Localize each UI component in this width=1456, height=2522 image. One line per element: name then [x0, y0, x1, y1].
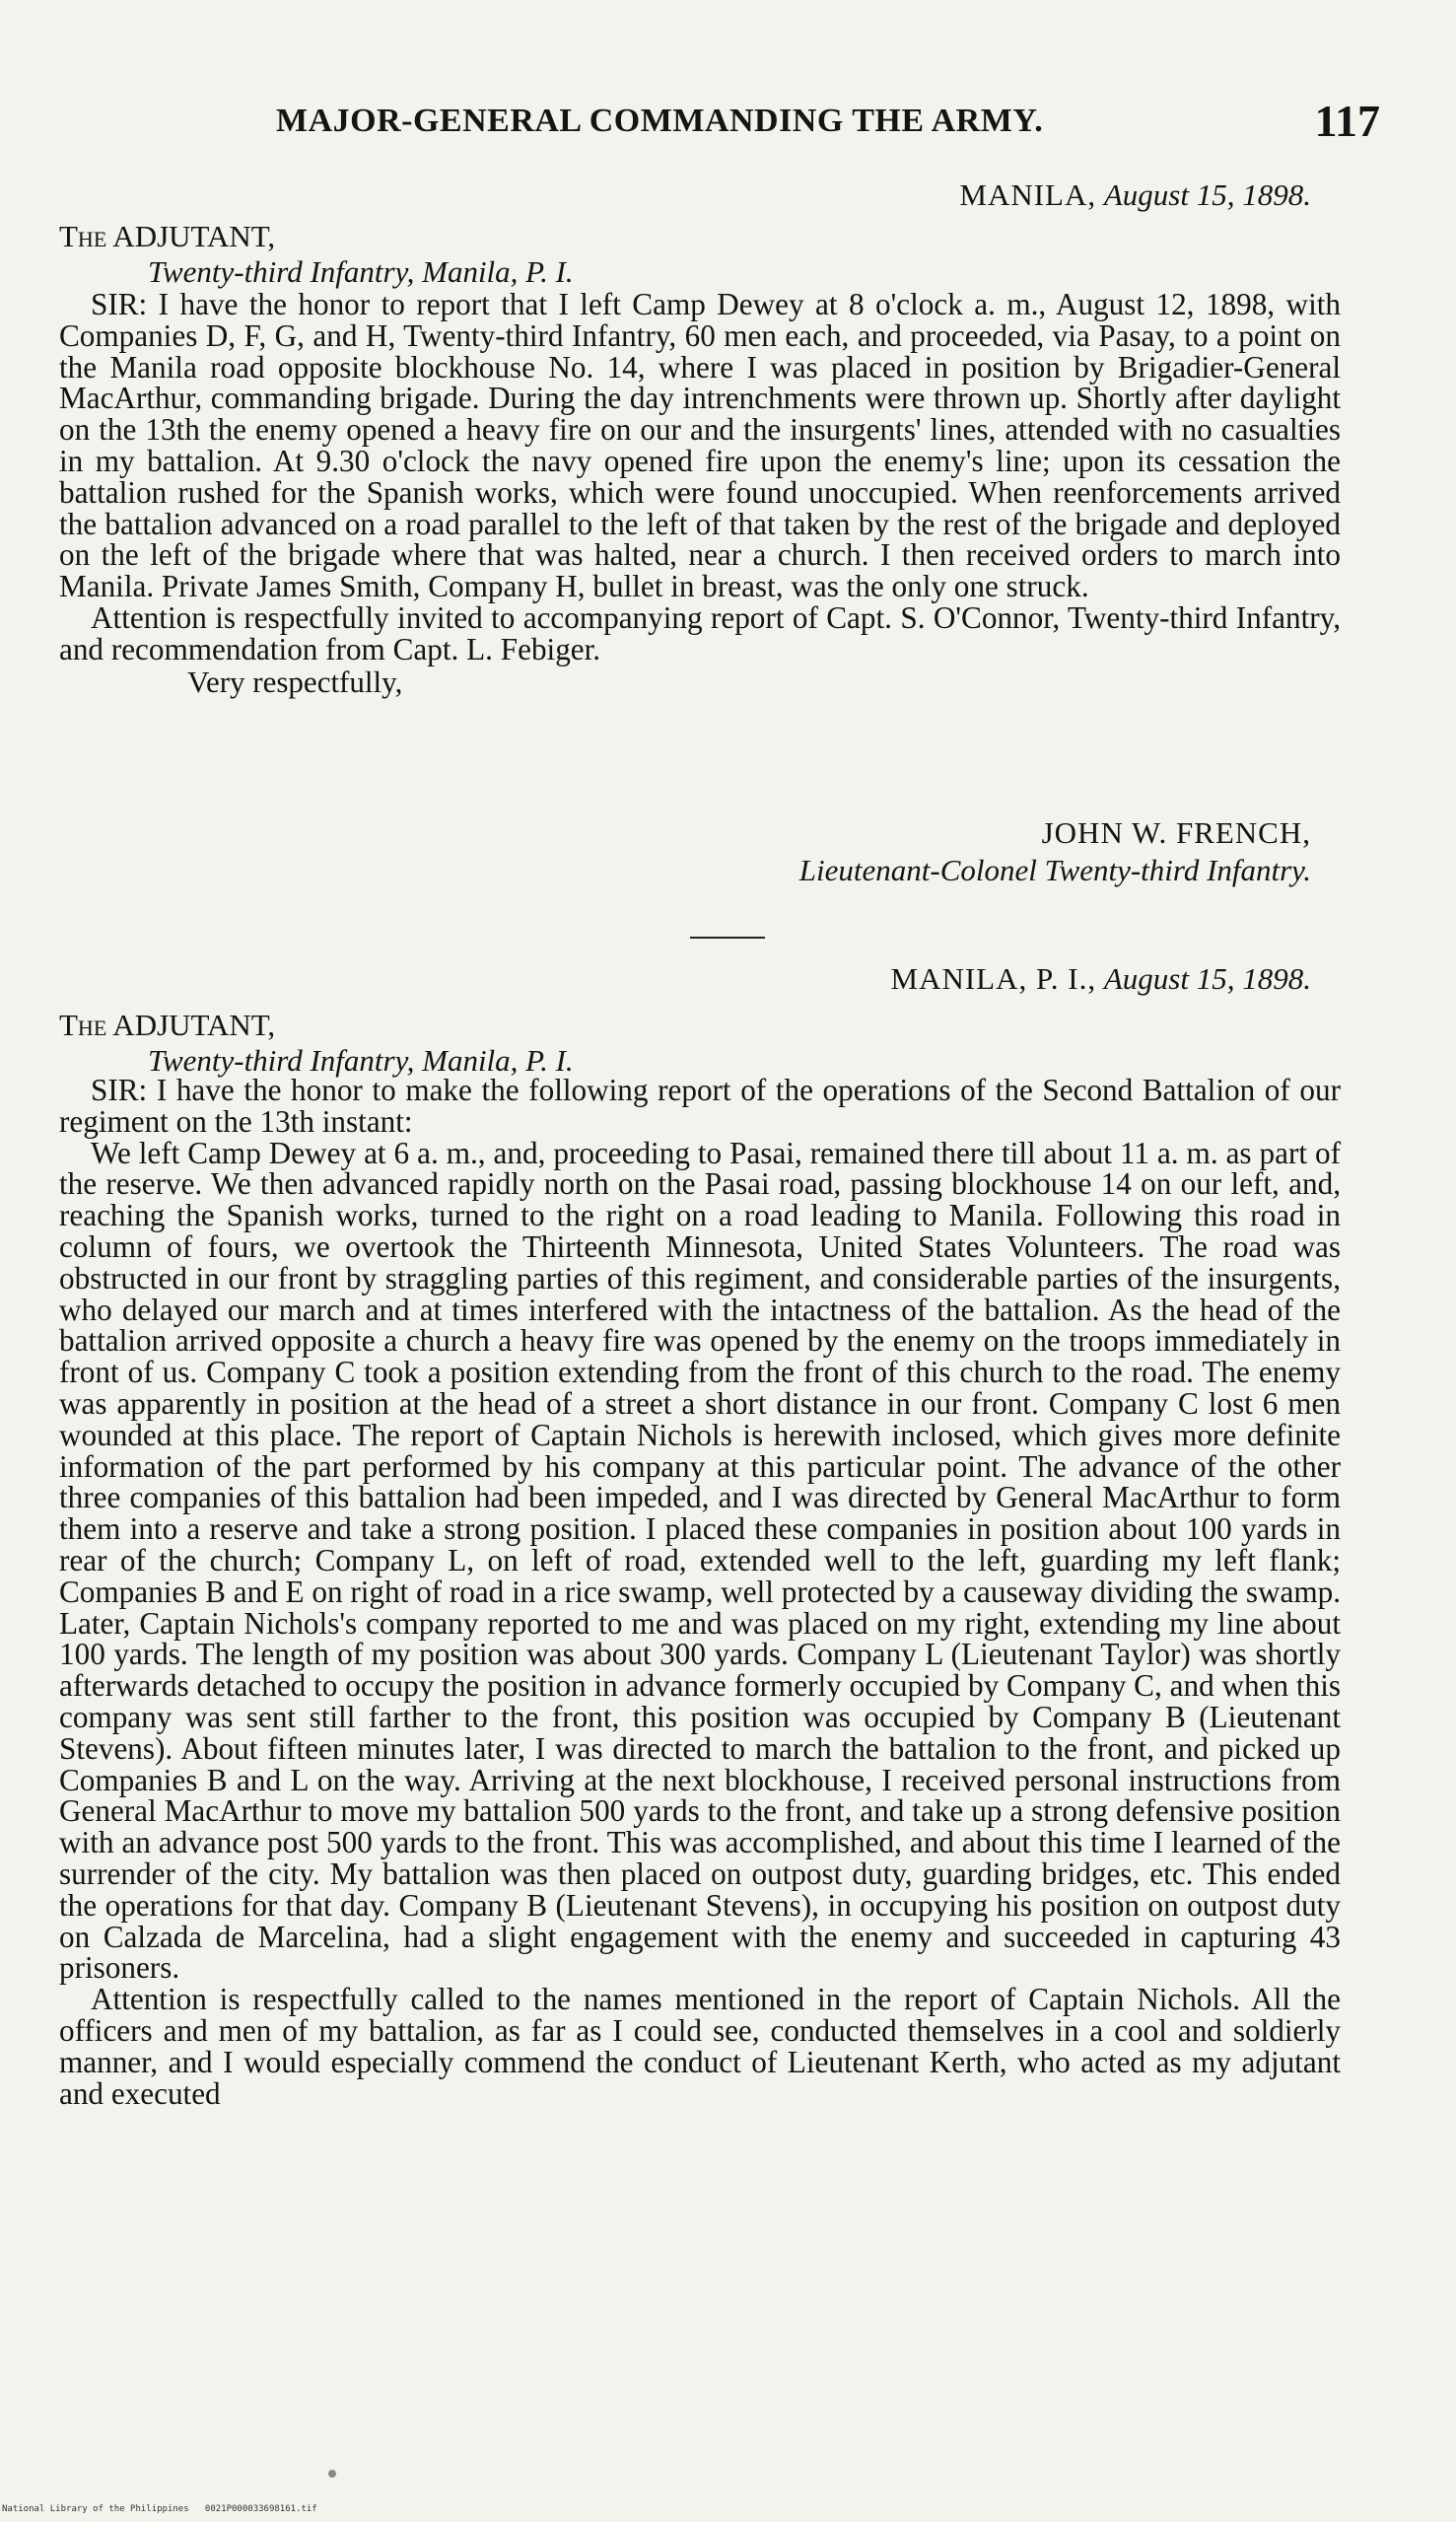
- letter-1-paragraph-2: [59, 599, 1341, 666]
- letter-1-place: MANILA,: [959, 177, 1097, 212]
- letter-2-paragraph-1-text: I have the honor to make the following report of the operations of the Second Battalion of our regiment on the 13th instant:: [59, 1073, 1341, 1139]
- letter-2-dateline: [59, 961, 1341, 997]
- scan-footer: [2, 2504, 317, 2514]
- letter-2-paragraph-3: [59, 1984, 1341, 2109]
- letter-2-place: MANILA, P. I.,: [890, 961, 1097, 996]
- letter-2-addressee: [59, 1008, 1341, 1079]
- letter-2-paragraph-2: [59, 1135, 1342, 1986]
- letter-1-salutation: SIR:: [91, 287, 148, 321]
- letter-1-signature: [59, 814, 1341, 889]
- letter-2-paragraph-2-text: We left Camp Dewey at 6 a. m., and, proceeding to Pasai, remained there till about 11 a. m. as part of the reserve. We then advanced rapidly north on the Pasai road, passing blockhouse 14 on our left, and, reaching the Spanish works, turned to the right on a road leading to Manila. Following this road in column of fours, we overtook the Thirteenth Minnesota, United States Volunteers. The road was obstructed in our front by straggling parties of this regiment, and considerable parties of the insurgents, who delayed our march and at times interfered with the intactness of the battalion. As the head of the battalion arrived opposite a church a heavy fire was opened by the enemy on the troops immediately in front of us. Company C took a position extending from the front of this church to the road. The enemy was apparently in position at the head of a street a short distance in our front. Company C lost 6 men wounded at this place. The report of Captain Nichols is herewith inclosed, which gives more definite information of the part performed by his company at this particular point. The advance of the other three companies of this battalion had been impeded, and I was directed by General MacArthur to form them into a reserve and take a strong position. I placed these companies in position about 100 yards in rear of the church; Company L, on left of road, extended well to the left, guarding my left flank; Companies B and E on right of road in a rice swamp, well protected by a causeway dividing the swamp. Later, Captain Nichols's company reported to me and was placed on my right, extending my line about 100 yards. The length of my position was about 300 yards. Company L (Lieutenant Taylor) was shortly afterwards detached to occupy the position in advance formerly occupied by Company C, and when this company was sent still farther to the front, this position was occupied by Company B (Lieutenant Stevens). About fifteen minutes later, I was directed to march the battalion to the front, and picked up Companies B and L on the way. Arriving at the next blockhouse, I received personal instructions from General MacArthur to move my battalion 500 yards to the front, and take up a strong defensive position with an advance post 500 yards to the front. This was accomplished, and about this time I learned of the surrender of the city. My battalion was then placed on outpost duty, guarding bridges, etc. This ended the operations for that day. Company B (Lieutenant Stevens), in occupying his position on outpost duty on Calzada de Marcelina, had a slight engagement with the enemy and succeeded in capturing 43 prisoners.: [59, 1135, 1342, 1986]
- letter-1-date: August 15, 1898.: [1103, 177, 1311, 212]
- letter-1-closing: Very respectfully,: [187, 664, 403, 699]
- letter-2-paragraph-1: [59, 1075, 1341, 1138]
- letter-2-body: [59, 1075, 1341, 2109]
- letter-1-body: [59, 289, 1341, 699]
- letter-2-salutation: SIR:: [91, 1073, 148, 1107]
- letter-2-to: The ADJUTANT,: [59, 1008, 276, 1042]
- letter-1-addressee: [59, 219, 1341, 290]
- footer-library: National Library of the Philippines: [2, 2504, 189, 2514]
- running-title: MAJOR-GENERAL COMMANDING THE ARMY.: [276, 103, 1044, 139]
- letter-2-paragraph-3-text: Attention is respectfully called to the names mentioned in the report of Captain Nichols. All the officers and men of my battalion, as far as I could see, conducted themselves in a cool and soldierly manner, and I would especially commend the conduct of Lieutenant Kerth, who acted as my adjutant and executed: [59, 1982, 1341, 2111]
- section-divider: [690, 937, 765, 939]
- running-head: [276, 97, 1380, 152]
- letter-2-unit: Twenty-third Infantry, Manila, P. I.: [148, 1043, 574, 1078]
- letter-1-signer-rank: Lieutenant-Colonel Twenty-third Infantry.: [798, 853, 1311, 887]
- letter-1-paragraph-2-text: Attention is respectfully invited to accompanying report of Capt. S. O'Connor, Twenty-third Infantry, and recommendation from Capt. L. Febiger.: [59, 599, 1341, 666]
- letter-1-paragraph-1: [59, 289, 1341, 602]
- scan-speck: [328, 2470, 336, 2478]
- letter-1-to: The ADJUTANT,: [59, 219, 276, 253]
- letter-2-date: August 15, 1898.: [1103, 961, 1311, 996]
- footer-file-id: 0021P000033698161.tif: [204, 2504, 317, 2514]
- letter-1-paragraph-1-text: I have the honor to report that I left Camp Dewey at 8 o'clock a. m., August 12, 1898, with Companies D, F, G, and H, Twenty-third Infantry, 60 men each, and proceeded, via Pasay, to a point on the Manila road opposite blockhouse No. 14, where I was placed in position by Brigadier-General MacArthur, commanding brigade. During the day intrenchments were thrown up. Shortly after daylight on the 13th the enemy opened a heavy fire on our and the insurgents' lines, attended with no casualties in my battalion. At 9.30 o'clock the navy opened fire upon the enemy's line; upon its cessation the battalion rushed for the Spanish works, which were found unoccupied. When reenforcements arrived the battalion advanced on a road parallel to the left of that taken by the rest of the brigade and deployed on the left of the brigade where that was halted, near a church. I then received orders to march into Manila. Private James Smith, Company H, bullet in breast, was the only one struck.: [59, 287, 1342, 604]
- page-number: 117: [1314, 96, 1380, 146]
- letter-1-dateline: [59, 177, 1341, 213]
- letter-1-signer: JOHN W. FRENCH,: [1041, 815, 1311, 850]
- letter-1-unit: Twenty-third Infantry, Manila, P. I.: [148, 254, 574, 289]
